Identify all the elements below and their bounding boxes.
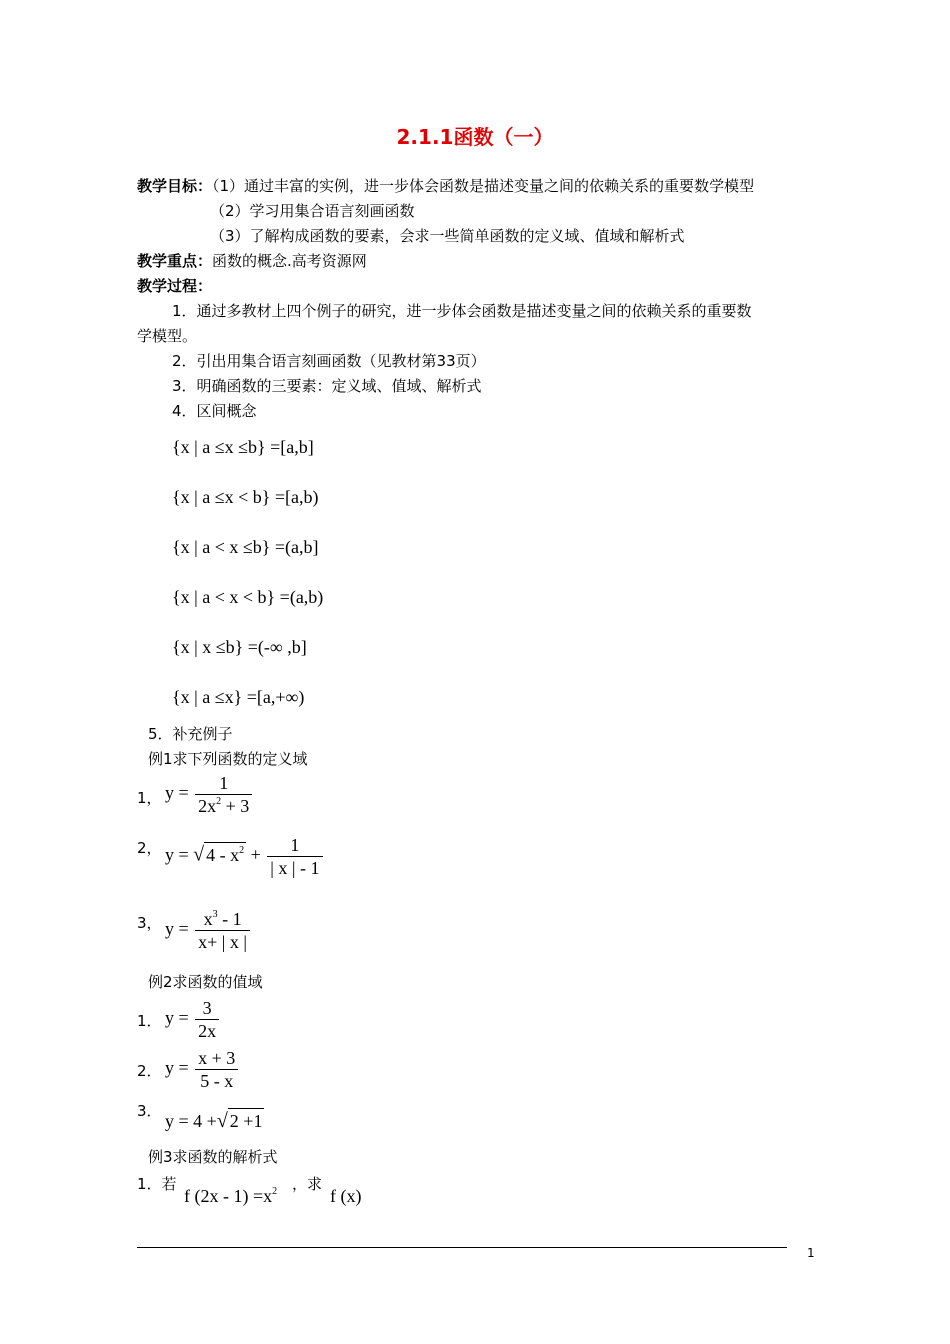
y-equals: y = bbox=[165, 1057, 189, 1078]
term: f (2x - 1) =x bbox=[184, 1186, 273, 1206]
example-2-label-2: 2． bbox=[137, 1062, 162, 1080]
example-3-target: f (x) bbox=[330, 1186, 362, 1206]
denominator: 2x bbox=[195, 1019, 219, 1042]
example-2-formula-2 bbox=[165, 1047, 240, 1092]
radical-sign: √ bbox=[193, 843, 205, 866]
interval-formula-2: {x | a ≤x < b} =[a,b) bbox=[172, 487, 319, 507]
term: x bbox=[203, 909, 213, 929]
radicand: 2 +1 bbox=[228, 1108, 265, 1133]
example-2-formula-1 bbox=[165, 997, 221, 1042]
y-equals: y = bbox=[165, 844, 189, 865]
objectives-line-1 bbox=[137, 176, 754, 196]
page-number: 1 bbox=[807, 1246, 815, 1260]
objective-2: （2）学习用集合语言刻画函数 bbox=[210, 202, 415, 220]
example-2-label-3: 3． bbox=[137, 1102, 162, 1120]
example-2-label-1: 1． bbox=[137, 1012, 162, 1030]
fraction bbox=[267, 834, 322, 879]
term: + 3 bbox=[225, 796, 250, 816]
process-step-4: 4．区间概念 bbox=[172, 402, 257, 420]
denominator bbox=[195, 794, 252, 817]
fraction bbox=[195, 1047, 238, 1092]
y-equals: y = bbox=[165, 1007, 189, 1028]
numerator: 3 bbox=[202, 998, 212, 1018]
process-step-3: 3．明确函数的三要素：定义域、值域、解析式 bbox=[172, 377, 482, 395]
page-title: 2.1.1函数（一） bbox=[396, 125, 554, 149]
process-label: 教学过程： bbox=[137, 277, 213, 295]
exponent: 3 bbox=[212, 909, 218, 920]
fraction bbox=[195, 908, 250, 953]
example-2-formula-3 bbox=[165, 1108, 264, 1133]
four-plus: 4 + bbox=[193, 1111, 217, 1131]
objective-3: （3）了解构成函数的要素，会求一些简单函数的定义域、值域和解析式 bbox=[210, 227, 685, 245]
exponent: 2 bbox=[272, 1186, 278, 1197]
denominator: 5 - x bbox=[195, 1069, 238, 1092]
example-1-label-1: 1， bbox=[137, 789, 162, 807]
numerator: 1 bbox=[290, 835, 300, 855]
process-step-1-line-1: 1．通过多教材上四个例子的研究，进一步体会函数是描述变量之间的依赖关系的重要数 bbox=[172, 302, 752, 320]
y-equals: y = bbox=[165, 918, 189, 939]
term: 4 - x bbox=[206, 844, 240, 865]
example-3-mid-text: ，求 bbox=[292, 1175, 323, 1193]
y-equals: y = bbox=[165, 1111, 189, 1131]
example-1-heading: 例1求下列函数的定义域 bbox=[148, 750, 308, 768]
y-equals: y = bbox=[165, 782, 189, 803]
exponent: 2 bbox=[239, 844, 245, 856]
example-1-label-2: 2， bbox=[137, 839, 162, 857]
fraction bbox=[195, 772, 252, 817]
step-5: 5．补充例子 bbox=[148, 725, 233, 743]
term: - 1 bbox=[222, 909, 242, 929]
objective-1: （1）通过丰富的实例，进一步体会函数是描述变量之间的依赖关系的重要数学模型 bbox=[212, 177, 755, 195]
example-1-label-3: 3， bbox=[137, 914, 162, 932]
process-step-2: 2．引出用集合语言刻画函数（见教材第33页） bbox=[172, 352, 486, 370]
numerator: x + 3 bbox=[198, 1048, 236, 1068]
interval-formula-3: {x | a < x ≤b} =(a,b] bbox=[172, 537, 319, 557]
example-3-heading: 例3求函数的解析式 bbox=[148, 1148, 278, 1166]
numerator bbox=[195, 908, 250, 930]
term: 2x bbox=[198, 796, 217, 816]
radical-sign: √ bbox=[216, 1110, 228, 1132]
focus-label: 教学重点： bbox=[137, 252, 213, 270]
process-step-1-line-2: 学模型。 bbox=[137, 327, 198, 345]
denominator: | x | - 1 bbox=[267, 856, 322, 879]
example-1-formula-2 bbox=[165, 834, 325, 879]
fraction bbox=[195, 997, 219, 1042]
interval-formula-5: {x | x ≤b} =(-∞ ,b] bbox=[172, 637, 307, 657]
example-1-formula-1 bbox=[165, 772, 254, 817]
plus-sign: + bbox=[250, 844, 261, 865]
example-3-formula bbox=[184, 1184, 277, 1208]
denominator: x+ | x | bbox=[195, 930, 250, 953]
objectives-label: 教学目标： bbox=[137, 177, 213, 195]
example-2-heading: 例2求函数的值域 bbox=[148, 973, 263, 991]
interval-formula-6: {x | a ≤x} =[a,+∞) bbox=[172, 687, 305, 707]
interval-formula-4: {x | a < x < b} =(a,b) bbox=[172, 587, 324, 607]
focus-line bbox=[137, 251, 367, 271]
example-1-formula-3 bbox=[165, 908, 252, 953]
footer-divider bbox=[137, 1247, 787, 1248]
interval-formula-1: {x | a ≤x ≤b} =[a,b] bbox=[172, 437, 314, 457]
numerator: 1 bbox=[219, 773, 229, 793]
focus-text: 函数的概念.高考资源网 bbox=[212, 252, 367, 270]
exponent: 2 bbox=[216, 796, 222, 807]
radicand bbox=[204, 842, 246, 867]
example-3-label: 1．若 bbox=[137, 1175, 177, 1193]
